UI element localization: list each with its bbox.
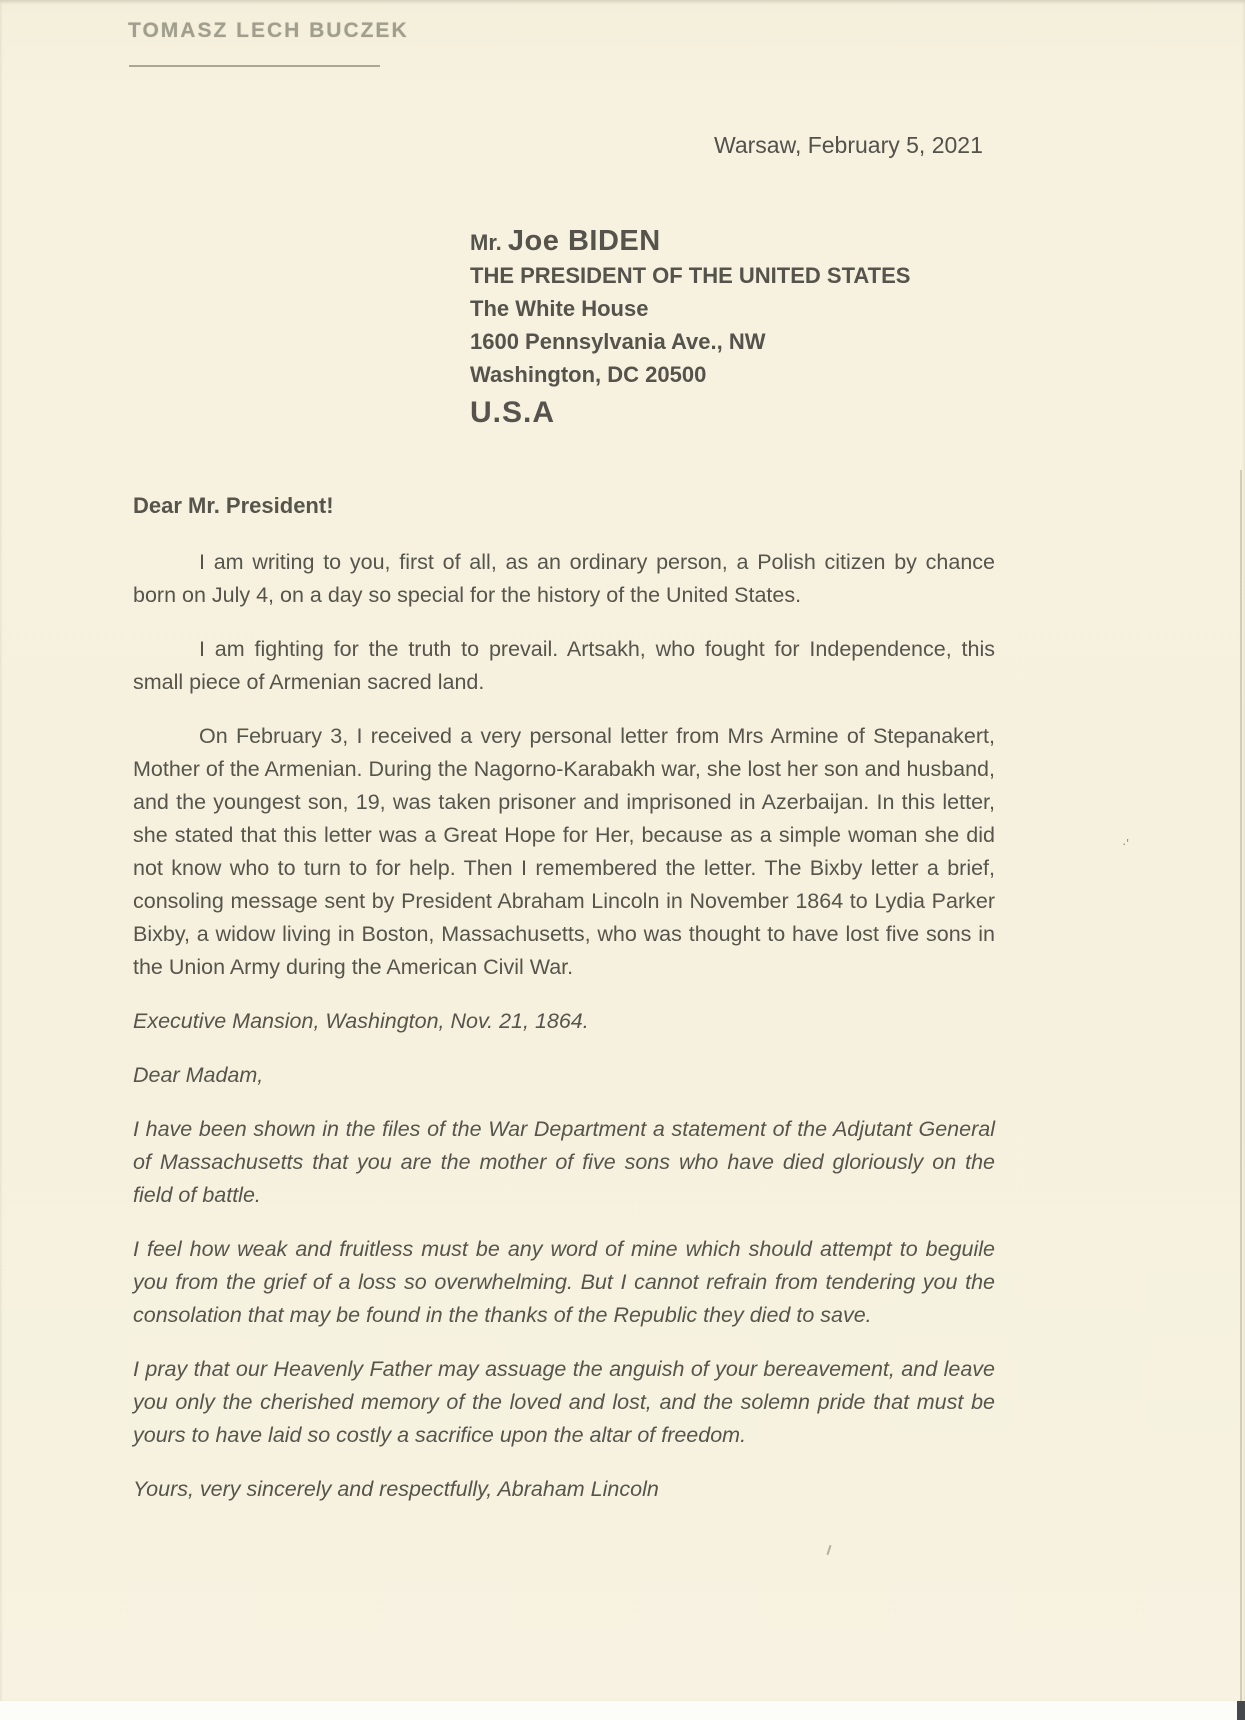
scan-artifact-speck: ·': [1122, 836, 1129, 851]
scanner-background: [0, 1701, 1245, 1720]
quoted-letter-signature: Yours, very sincerely and respectfully, Abraham Lincoln: [133, 1477, 659, 1501]
recipient-country: U.S.A: [470, 396, 556, 429]
quoted-letter-paragraph-1: I have been shown in the files of the War Department a statement of the Adjutant General of Massachusetts that you are the mother of five sons who have died gloriously on the field of battle.: [133, 1117, 995, 1207]
letter-body: [133, 489, 995, 1527]
quoted-letter-paragraph-3: I pray that our Heavenly Father may assuage the anguish of your bereavement, and leave you only the cherished memory of the loved and lost, and the solemn pride that must be yours to have laid so costly a sacrifice upon the altar of freedom.: [133, 1357, 995, 1447]
recipient-address-line-3: Washington, DC 20500: [470, 362, 707, 387]
recipient-title: THE PRESIDENT OF THE UNITED STATES: [470, 263, 911, 288]
scan-edge-strip: [1237, 1701, 1245, 1720]
recipient-address-line-2: 1600 Pennsylvania Ave., NW: [470, 329, 766, 354]
letterhead-rule: [129, 65, 380, 67]
scan-artifact-mark: [827, 1545, 832, 1555]
recipient-name-line: [470, 225, 910, 259]
recipient-name: Joe BIDEN: [507, 225, 661, 257]
body-paragraph-3: On February 3, I received a very personal letter from Mrs Armine of Stepanakert, Mother of the Armenian. During the Nagorno-Karabakh war, she lost her son and husband, and the youngest son, 19, was taken prisoner and imprisoned in Azerbaijan. In this letter, she stated that this letter was a Great Hope for Her, because as a simple woman she did not know who to turn to for help. Then I remembered the letter. The Bixby letter a brief, consoling message sent by President Abraham Lincoln in November 1864 to Lydia Parker Bixby, a widow living in Boston, Massachusetts, who was thought to have lost five sons in the Union Army during the American Civil War.: [133, 724, 995, 979]
page-edge-shadow: [1240, 470, 1242, 1701]
body-paragraph-2: I am fighting for the truth to prevail. Artsakh, who fought for Independence, this small piece of Armenian sacred land.: [133, 637, 995, 694]
body-paragraph-1: I am writing to you, first of all, as an ordinary person, a Polish citizen by chance born on July 4, on a day so special for the history of the United States.: [133, 550, 995, 607]
recipient-address-line-1: The White House: [470, 296, 649, 321]
greeting: Dear Mr. President!: [133, 493, 334, 518]
sender-name: TOMASZ LECH BUCZEK: [128, 19, 409, 42]
recipient-address-block: [470, 225, 910, 435]
dateline: Warsaw, February 5, 2021: [714, 132, 983, 158]
quoted-letter-paragraph-2: I feel how weak and fruitless must be any word of mine which should attempt to beguile you from the grief of a loss so overwhelming. But I cannot refrain from tendering you the consolation that may be found in the thanks of the Republic they died to save.: [133, 1237, 995, 1327]
quoted-letter-greeting: Dear Madam,: [133, 1063, 264, 1087]
recipient-prefix: Mr.: [470, 230, 502, 255]
quoted-letter-dateline: Executive Mansion, Washington, Nov. 21, 1864.: [133, 1009, 589, 1033]
